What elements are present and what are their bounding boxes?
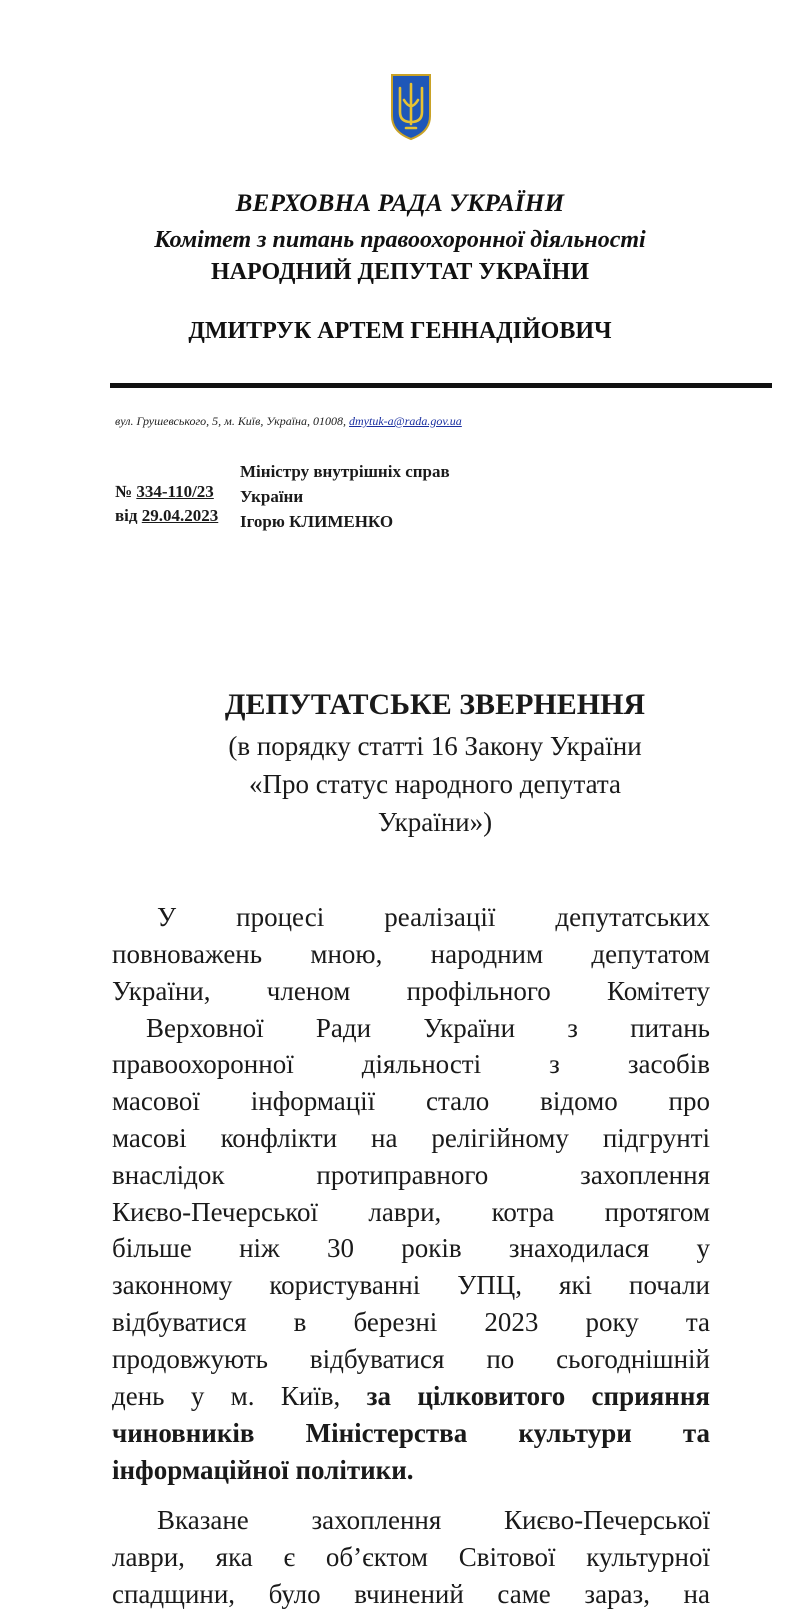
deputy-name: ДМИТРУК АРТЕМ ГЕННАДІЙОВИЧ	[188, 318, 612, 344]
body-line: відбуватися в березні 2023 року та	[112, 1307, 710, 1337]
title-subline-3: України»)	[377, 807, 493, 837]
body-emphasis-line: інформаційної політики.	[112, 1455, 414, 1485]
recipient-line-1: Міністру внутрішніх справ	[240, 462, 450, 481]
body-line: масової інформації стало відомо про	[112, 1086, 710, 1116]
reference-date	[115, 506, 218, 526]
body-line: правоохоронної діяльності з засобів	[112, 1049, 710, 1079]
parliament-heading: ВЕРХОВНА РАДА УКРАЇНИ	[235, 190, 565, 217]
body-line: У процесі реалізації депутатських	[157, 902, 710, 932]
body-line: Вказане захоплення Києво-Печерської	[157, 1505, 710, 1535]
committee-heading: Комітет з питань правоохоронної діяльності	[154, 227, 646, 253]
address-text: вул. Грушевського, 5, м. Київ, Україна, 01008,	[115, 414, 347, 428]
body-line: України, членом профільного Комітету	[112, 976, 710, 1006]
body-line: спадщини, було вчинений саме зараз, на	[112, 1579, 710, 1609]
body-line: більше ніж 30 років знаходилася у	[112, 1233, 710, 1263]
body-emphasis: за цілковитого сприяння	[366, 1381, 710, 1411]
body-line: масові конфлікти на релігійному підгрунті	[112, 1123, 710, 1153]
coat-of-arms-icon	[389, 72, 433, 142]
email-link[interactable]: dmytuk-a@rada.gov.ua	[349, 414, 462, 428]
body-line: внаслідок протиправного захоплення	[112, 1160, 710, 1190]
reference-number	[115, 482, 214, 502]
deputy-heading: НАРОДНИЙ ДЕПУТАТ УКРАЇНИ	[211, 259, 589, 285]
body-line-mixed	[112, 1381, 710, 1411]
header-divider	[110, 383, 772, 388]
body-emphasis-line: чиновників Міністерства культури та	[112, 1418, 710, 1448]
body-line: Верховної Ради України з питань	[146, 1013, 710, 1043]
body-line: Києво-Печерської лаври, котра протягом	[112, 1197, 710, 1227]
number-prefix: №	[115, 482, 133, 501]
number-value: 334-110/23	[136, 482, 214, 501]
body-line: продовжують відбуватися по сьогоднішній	[112, 1344, 710, 1374]
date-value: 29.04.2023	[141, 506, 219, 525]
body-line: законному користуванні УПЦ, які почали	[112, 1270, 710, 1300]
document-title: ДЕПУТАТСЬКЕ ЗВЕРНЕННЯ	[224, 688, 646, 721]
body-line: повноважень мною, народним депутатом	[112, 939, 710, 969]
recipient-line-2: України	[240, 487, 304, 506]
recipient-line-3: Ігорю КЛИМЕНКО	[240, 512, 394, 531]
body-text: день у м. Київ,	[112, 1381, 341, 1411]
address-line	[115, 414, 462, 429]
body-line: лаври, яка є об’єктом Світової культурної	[112, 1542, 710, 1572]
title-subline-2: «Про статус народного депутата	[248, 769, 621, 799]
date-prefix: від	[115, 506, 138, 525]
title-subline-1: (в порядку статті 16 Закону України	[228, 731, 642, 761]
